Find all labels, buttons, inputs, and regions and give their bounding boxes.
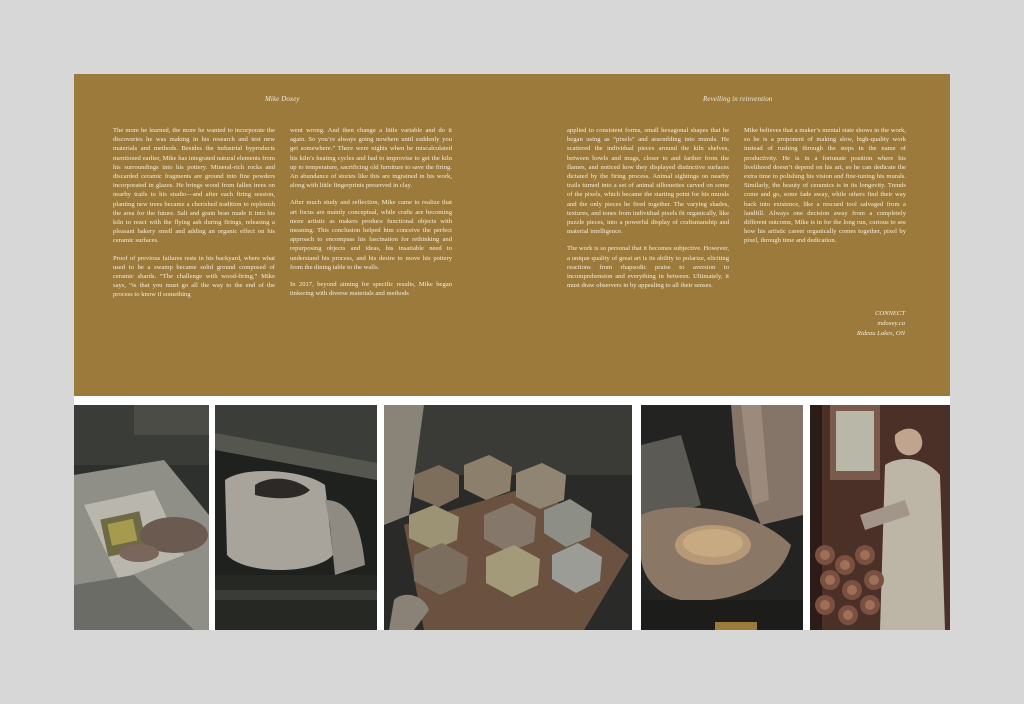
website-link[interactable]: mdoxey.ca — [877, 320, 905, 327]
photo-woodpile — [810, 405, 950, 630]
running-head-left: Mike Doxey — [265, 95, 300, 103]
photo-book-notes — [74, 405, 209, 630]
photo-hexagon-pixels — [384, 405, 632, 630]
photo-pottery-closeup — [215, 405, 377, 630]
paragraph: The more he learned, the more he wanted to incorporate the discoveries he was making in his research and test new materials and methods. Besides the industrial byproducts mentioned earlier, Mike has integrated natural elements from his surroundings into his pottery. Mineral-rich rocks and discarded ceramic fragments are ground into fine powders incorporated in glazes. He brings wood from fallen trees on nearby trails to his studio—and after each firing session, planting new trees became a cherished tradition to replenish the area for the future. Salt and grain bran made it into his kiln to react with the flying ash during firings, releasing a pleasant bakery smell and adding an organic effect on his ceramic surfaces. — [113, 127, 275, 245]
paragraph: After much study and reflection, Mike came to realize that art focus are mainly conceptual, while crafts are becoming more artistic as makers produce functional objects with meaning. This conclusion helped him conceive the perfect approach to encompass his fascination for rethinking and repurposing objects and ideas, his insatiable need to understand his process, and his desire to move his pottery from the dining table to the walls. — [290, 199, 452, 271]
paragraph: Proof of previous failures rests in his backyard, where what used to be a swamp became solid ground composed of ceramic shards. “The challenge with wood-firing,” Mike says, “is that you must go all the way to the end of the process to know if something — [113, 254, 275, 299]
text-column-4 — [744, 126, 906, 254]
text-column-1 — [113, 126, 275, 308]
connect-label: CONNECT — [874, 310, 905, 317]
paragraph: Mike believes that a maker’s mental state shows in the work, so he is a proponent of making slow, high-quality work instead of rushing through the steps in the name of productivity. He is in a fortunate position where his livelihood doesn’t depend on his art, so he can dedicate the extra time to polishing his vision and fine-tuning his murals. Similarly, the beauty of ceramics is in its longevity. Trends come and go, some fade away, while others find their way back into existence, like a rescued tool salvaged from a landfill. Always one decision away from a completely different outcome, Mike is in for the long run, curious to see how his artistic career organically comes together, pixel by pixel, through time and dedication. — [744, 127, 906, 245]
paragraph: The work is so personal that it becomes subjective. However, a unique quality of great art is its ability to polarize, eliciting reactions from rhapsodic praise to aversion to incomprehension and everything in between. Ultimately, it must draw observers in by appealing to all their senses. — [567, 245, 729, 290]
text-panel — [74, 74, 950, 396]
text-column-3 — [567, 126, 729, 298]
photo-hands-powder — [641, 405, 803, 630]
magazine-spread — [74, 74, 950, 630]
paragraph: In 2017, beyond aiming for specific results, Mike began tinkering with diverse materials and methods — [290, 281, 452, 298]
paragraph: went wrong. And then change a little variable and do it again. So you’re always going nowhere until suddenly you get somewhere.” There were nights when he miscalculated his kiln’s heating cycles and had to improvise to get the kiln up to temperature, sacrificing old furniture to save the firing. An abundance of stories like this are ingrained in his work, along with little fingerprints preserved in clay. — [290, 127, 452, 190]
connect-block — [857, 309, 905, 339]
running-head-right: Revelling in reinvention — [703, 95, 773, 103]
location-text: Rideau Lakes, ON — [856, 330, 905, 337]
text-column-2 — [290, 126, 452, 306]
paragraph: applied to consistent forms, small hexagonal shapes that he began using as “pixels” and assembling into murals. He scattered the individual pieces around the kiln shelves, between bowls and mugs, closer to and farther from the flames, and noticed how they displayed distinctive surfaces dictated by the firing process. Animal sightings on nearby trails turned into a set of animal silhouettes carved on some of the pixels, which became the starting point for his murals and the only pieces he fired together. The varying shades, textures, and tones from individual pixels fit organically, like puzzle pieces, into a powerful display of craftsmanship and material intelligence. — [567, 127, 729, 236]
page-tab-marker — [715, 622, 757, 630]
